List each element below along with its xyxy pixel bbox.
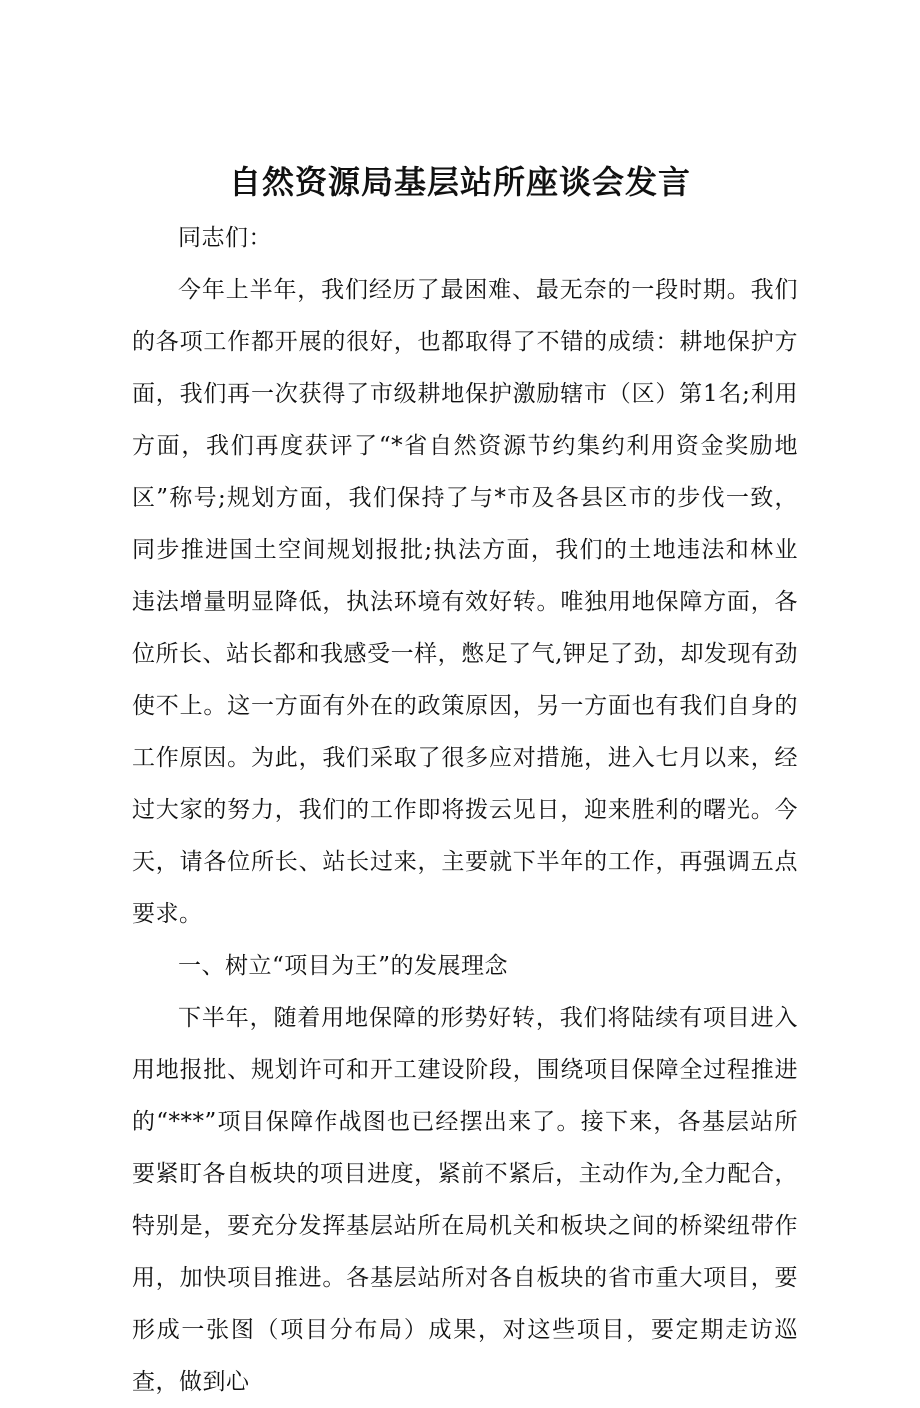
- paragraph-intro: 今年上半年，我们经历了最困难、最无奈的一段时期。我们的各项工作都开展的很好，也都取得了不错的成绩：耕地保护方面，我们再一次获得了市级耕地保护激励辖市（区）第1名;利用方面，我们再度获评了“*省自然资源节约集约利用资金奖励地区”称号;规划方面，我们保持了与*市及各县区市的步伐一致，同步推进国土空间规划报批;执法方面，我们的土地违法和林业违法增量明显降低，执法环境有效好转。唯独用地保障方面，各位所长、站长都和我感受一样，憋足了气,钾足了劲，却发现有劲使不上。这一方面有外在的政策原因，另一方面也有我们自身的工作原因。为此，我们采取了很多应对措施，进入七月以来，经过大家的努力，我们的工作即将拨云见日，迎来胜利的曙光。今天，请各位所长、站长过来，主要就下半年的工作，再强调五点要求。: [132, 277, 798, 927]
- document-body: [132, 212, 798, 1408]
- salutation: 同志们：: [178, 225, 272, 251]
- document-title: 自然资源局基层站所座谈会发言: [228, 163, 691, 201]
- section-heading-1: 一、树立“项目为王”的发展理念: [178, 953, 509, 979]
- paragraph-section-1: 下半年，随着用地保障的形势好转，我们将陆续有项目进入用地报批、规划许可和开工建设阶段，围绕项目保障全过程推进的“***”项目保障作战图也已经摆出来了。接下来，各基层站所要紧盯各自板块的项目进度，紧前不紧后，主动作为,全力配合，特别是，要充分发挥基层站所在局机关和板块之间的桥梁纽带作用，加快项目推进。各基层站所对各自板块的省市重大项目，要形成一张图（项目分布局）成果，对这些项目，要定期走访巡查，做到心: [132, 1005, 798, 1395]
